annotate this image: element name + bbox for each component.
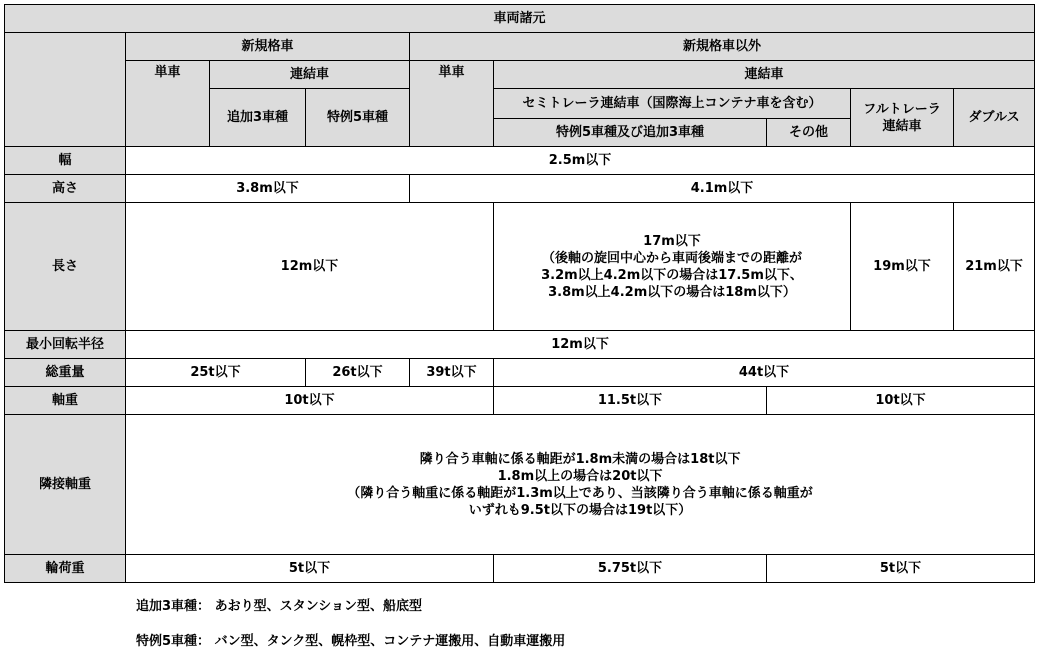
nagasa-value-semi: 17m以下 （後軸の旋回中心から車両後端までの距離が 3.2m以上4.2m以下の場合は17.5m以下、 3.8m以上4.2m以下の場合は18m以下） — [494, 203, 851, 331]
row-saisho-kaiten — [5, 331, 1035, 359]
nagasa-value-doubles: 21m以下 — [954, 203, 1035, 331]
header-tansha-shin: 単車 — [126, 61, 210, 147]
row-haba — [5, 147, 1035, 175]
note-tsuika3: 追加3車種： あおり型、スタンション型、船底型 — [136, 599, 422, 614]
row-label-saisho-kaiten: 最小回転半径 — [5, 331, 126, 359]
row-label-nagasa: 長さ — [5, 203, 126, 331]
row-jiku-ju — [5, 387, 1035, 415]
saisho-kaiten-value: 12m以下 — [126, 331, 1035, 359]
rinka-ju-value-2: 5.75t以下 — [494, 555, 767, 583]
row-label-jiku-ju: 軸重 — [5, 387, 126, 415]
sou-juryo-value-4: 44t以下 — [494, 359, 1035, 387]
header-tsuika3: 追加3車種 — [210, 89, 306, 147]
row-label-rinka-ju: 輪荷重 — [5, 555, 126, 583]
row-rinsetsu-jikuju — [5, 415, 1035, 555]
header-corner — [5, 33, 126, 147]
row-sou-juryo — [5, 359, 1035, 387]
header-semi-sonota: その他 — [767, 119, 851, 147]
vehicle-spec-table — [4, 4, 1035, 583]
header-renketsu-shin: 連結車 — [210, 61, 410, 89]
footnotes — [136, 598, 565, 650]
note-tokurei5: 特例5車種： バン型、タンク型、幌枠型、コンテナ運搬用、自動車運搬用 — [136, 634, 566, 649]
takasa-value-shin: 3.8m以下 — [126, 175, 410, 203]
table-title: 車両諸元 — [5, 5, 1035, 33]
jiku-ju-value-1: 10t以下 — [126, 387, 494, 415]
rinsetsu-jikuju-value: 隣り合う車軸に係る軸距が1.8m未満の場合は18t以下 1.8m以上の場合は20t以下 （隣り合う軸重に係る軸距が1.3m以上であり、当該隣り合う車軸に係る軸重が いずれも9.5t以下の場合は19t以下） — [126, 415, 1035, 555]
haba-value: 2.5m以下 — [126, 147, 1035, 175]
row-label-haba: 幅 — [5, 147, 126, 175]
nagasa-value-full: 19m以下 — [851, 203, 954, 331]
takasa-value-igai: 4.1m以下 — [410, 175, 1035, 203]
nagasa-value-1: 12m以下 — [126, 203, 494, 331]
row-label-sou-juryo: 総重量 — [5, 359, 126, 387]
header-renketsu-igai: 連結車 — [494, 61, 1035, 89]
jiku-ju-value-2: 11.5t以下 — [494, 387, 767, 415]
row-nagasa — [5, 203, 1035, 331]
header-doubles: ダブルス — [954, 89, 1035, 147]
jiku-ju-value-3: 10t以下 — [767, 387, 1035, 415]
sou-juryo-value-3: 39t以下 — [410, 359, 494, 387]
sou-juryo-value-1: 25t以下 — [126, 359, 306, 387]
header-tokurei5: 特例5車種 — [306, 89, 410, 147]
header-shin-kikaku: 新規格車 — [126, 33, 410, 61]
header-tansha-igai: 単車 — [410, 61, 494, 147]
header-full-trailer: フルトレーラ 連結車 — [851, 89, 954, 147]
row-label-rinsetsu-jikuju: 隣接軸重 — [5, 415, 126, 555]
row-label-takasa: 高さ — [5, 175, 126, 203]
row-takasa — [5, 175, 1035, 203]
header-semi-tokurei-tsuika: 特例5車種及び追加3車種 — [494, 119, 767, 147]
sou-juryo-value-2: 26t以下 — [306, 359, 410, 387]
row-rinka-ju — [5, 555, 1035, 583]
rinka-ju-value-3: 5t以下 — [767, 555, 1035, 583]
rinka-ju-value-1: 5t以下 — [126, 555, 494, 583]
header-semi-trailer: セミトレーラ連結車（国際海上コンテナ車を含む） — [494, 89, 851, 119]
header-shin-kikaku-igai: 新規格車以外 — [410, 33, 1035, 61]
